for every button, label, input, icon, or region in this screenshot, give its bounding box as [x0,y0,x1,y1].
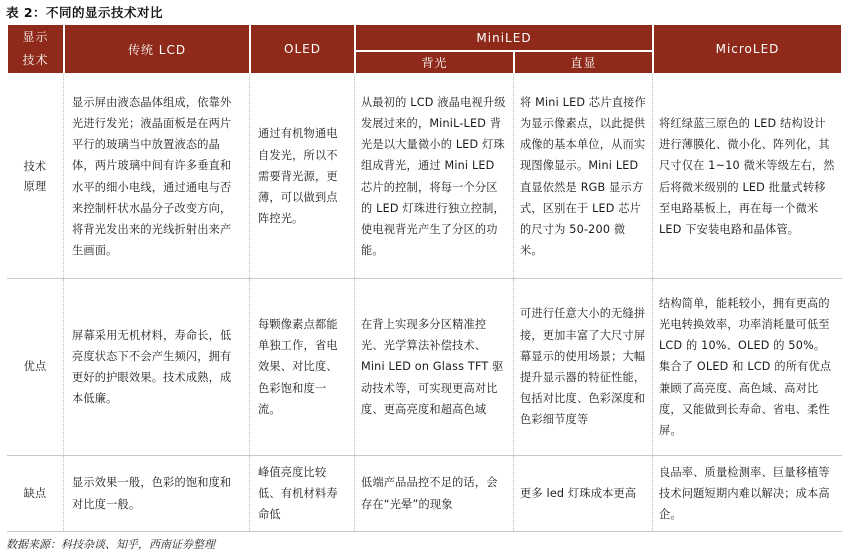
row-principle [7,75,842,279]
cell-oled: 每颗像素点都能单独工作，省电效果、对比度、色彩饱和度一流。 [250,279,355,455]
cell-oled: 通过有机物通电自发光，所以不需要背光源，更薄，可以做到点阵控光。 [250,75,355,278]
cell-direct: 将 Mini LED 芯片直接作为显示像素点，以此提供成像的基本单位，从而实现图像显示。Mini LED 直显依然是 RGB 显示方式，区别在于 LED 芯片的尺寸为 50-200 微米。 [514,75,653,278]
cell-lcd: 屏幕采用无机材料，寿命长，低亮度状态下不会产生频闪，拥有更好的护眼效果。技术成熟，成本低廉。 [64,279,250,455]
row-disadvantages [7,456,842,532]
header-direct: 直显 [514,51,653,74]
row-advantages [7,279,842,456]
header-backlight: 背光 [355,51,514,74]
cell-microled: 结构简单，能耗较小，拥有更高的光电转换效率，功率消耗量可低至 LCD 的 10%、OLED 的 50%。集合了 OLED 和 LCD 的所有优点兼顾了高亮度、高色域、高对比度，又能做到长寿命、省电、柔性屏。 [659,296,832,437]
row-label: 缺点 [7,456,64,531]
header-miniled: MiniLED [355,24,653,51]
cell-direct: 更多 led 灯珠成本更高 [514,456,653,531]
cell-oled: 峰值亮度比较低、有机材料寿命低 [250,456,355,531]
cell-lcd: 显示屏由液态晶体组成，依靠外光进行发光；液晶面板是在两片平行的玻璃当中放置液态的晶体，两片玻璃中间有许多垂直和水平的细小电线，通过通电与否来控制杆状水晶分子改变方向，将背光发出来的光线折射出来产生画面。 [64,75,250,278]
table-header [7,24,842,74]
cell-direct: 可进行任意大小的无缝拼接，更加丰富了大尺寸屏幕显示的使用场景；大幅提升显示器的特征性能，包括对比度、色彩深度和色彩细节度等 [514,279,653,455]
cell-microled: 将红绿蓝三原色的 LED 结构设计进行薄膜化、微小化、阵列化，其尺寸仅在 1~10 微米等级左右，然后将微米级别的 LED 批量式转移至电路基板上，再在每一个微米 LED 下安装电路和晶体管。 [659,116,835,236]
header-microled: MicroLED [653,24,842,74]
row-label: 技术 原理 [7,75,64,278]
cell-backlight: 从最初的 LCD 液晶电视升级发展过来的，MiniL-LED 背光是以大量微小的 LED 灯珠组成背光，通过 Mini LED 芯片的控制，将每一个分区的 LED 灯珠进行独立控制，使电视背光产生了分区的功能。 [355,75,514,278]
cell-backlight: 低端产品品控不足的话，会存在“光晕”的现象 [355,456,514,531]
header-oled: OLED [250,24,355,74]
header-tech-line1: 显示 [22,30,49,44]
cell-backlight: 在背上实现多分区精准控光、光学算法补偿技术、Mini LED on Glass TFT 驱动技术等，可实现更高对比度、更高亮度和超高色域 [355,279,514,455]
header-tech [7,24,64,74]
header-lcd: 传统 LCD [64,24,250,74]
cell-lcd: 显示效果一般，色彩的饱和度和对比度一般。 [64,456,250,531]
row-label: 优点 [7,279,64,455]
header-tech-line2: 技术 [22,53,49,67]
table-title: 表 2：不同的显示技术对比 [6,5,164,20]
source-note: 数据来源：科技杂谈、知乎，西南证券整理 [6,538,215,551]
cell-microled: 良品率、质量检测率、巨量移植等技术问题短期内难以解决；成本高企。 [659,465,830,522]
